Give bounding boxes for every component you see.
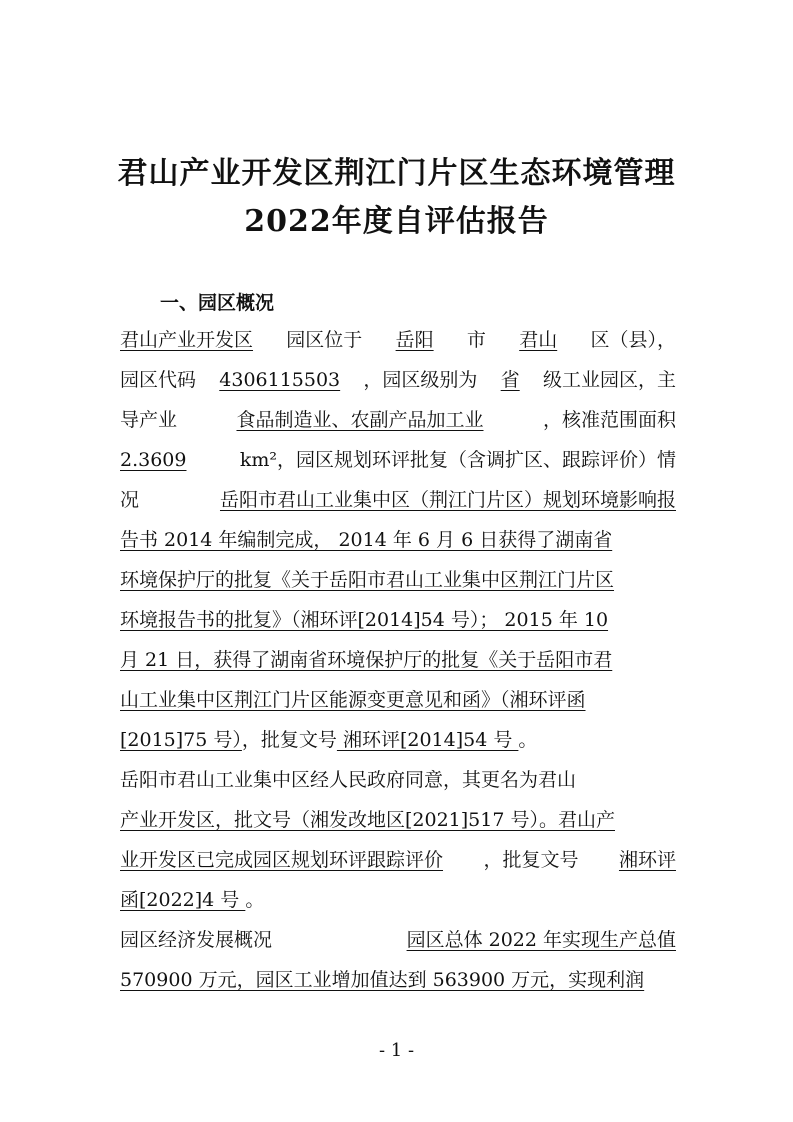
underlined-fill-in-text: 湘环评 — [618, 849, 676, 871]
text-segment: ，批复文号 — [241, 729, 337, 751]
underlined-fill-in-text: 湘环评[2014]54 号 — [336, 729, 519, 751]
text-segment: 园区位于 — [286, 329, 363, 351]
report-title-line-2: 2022年度自评估报告 — [244, 204, 549, 239]
underlined-fill-in-text: 环境保护厅的批复《关于岳阳市君山工业集中区荆江门片区 — [120, 569, 615, 591]
body-line — [120, 884, 676, 916]
report-title-line-1: 君山产业开发区荆江门片区生态环境管理 — [117, 156, 676, 191]
underlined-fill-in-text: 环境报告书的批复》（湘环评[2014]54 号）； 2015 年 10 — [120, 609, 609, 631]
underlined-fill-in-text: 4306115503 — [219, 369, 341, 391]
body-line — [120, 324, 676, 356]
body-line — [120, 844, 676, 876]
body-line — [120, 764, 676, 796]
body-line — [120, 644, 676, 676]
section-heading: 一、园区概况 — [160, 292, 275, 314]
text-segment: 导产业 — [120, 409, 178, 431]
underlined-fill-in-text: 君山 — [519, 329, 558, 351]
text-segment: ，核准范围面积 — [542, 409, 676, 431]
text-segment: ，园区级别为 — [363, 369, 478, 391]
underlined-fill-in-text: 业开发区已完成园区规划环评跟踪评价 — [120, 849, 444, 871]
body-line — [120, 684, 676, 716]
body-line — [120, 524, 676, 556]
underlined-fill-in-text: 月 21 日，获得了湖南省环境保护厅的批复《关于岳阳市君 — [120, 649, 613, 671]
text-segment: 园区经济发展概况 — [120, 929, 273, 951]
body-line — [120, 604, 676, 636]
body-line — [120, 964, 676, 996]
underlined-fill-in-text: 2.3609 — [120, 449, 187, 471]
body-line — [120, 484, 676, 516]
body-line — [120, 804, 676, 836]
body-line — [120, 444, 676, 476]
underlined-fill-in-text: 函[2022]4 号 — [120, 889, 246, 911]
text-segment: ，批复文号 — [483, 849, 579, 871]
underlined-fill-in-text: 山工业集中区荆江门片区能源变更意见和函》（湘环评函 — [120, 689, 586, 711]
underlined-fill-in-text: 食品制造业、农副产品加工业 — [236, 409, 484, 431]
text-segment: 。 — [245, 889, 265, 911]
body-line — [120, 924, 676, 956]
body-line — [120, 404, 676, 436]
underlined-fill-in-text: 君山产业开发区 — [120, 329, 254, 351]
underlined-fill-in-text: 园区总体 2022 年实现生产总值 — [406, 929, 676, 951]
underlined-fill-in-text: [2015]75 号） — [120, 729, 242, 751]
text-segment: 园区代码 — [120, 369, 197, 391]
body-line — [120, 564, 676, 596]
body-line — [120, 364, 676, 396]
underlined-fill-in-text: 产业开发区，批文号（湘发改地区[2021]517 号）。君山产 — [120, 809, 615, 831]
text-segment: 。 — [518, 729, 538, 751]
underlined-fill-in-text: 岳阳 — [395, 329, 434, 351]
underlined-fill-in-text: 省 — [500, 369, 520, 391]
text-segment: 岳阳市君山工业集中区经人民政府同意，其更名为君山 — [120, 769, 577, 791]
underlined-fill-in-text: 告书 2014 年编制完成， 2014 年 6 月 6 日获得了湖南省 — [120, 529, 613, 551]
text-segment: 况 — [120, 489, 140, 511]
text-segment: 级工业园区，主 — [542, 369, 676, 391]
text-segment: 市 — [466, 329, 486, 351]
text-segment: km²，园区规划环评批复（含调扩区、跟踪评价）情 — [239, 449, 676, 471]
underlined-fill-in-text: 570900 万元，园区工业增加值达到 563900 万元，实现利润 — [120, 969, 645, 991]
page-number: - 1 - — [378, 1040, 415, 1061]
underlined-fill-in-text: 岳阳市君山工业集中区（荆江门片区）规划环境影响报 — [219, 489, 676, 511]
body-line — [120, 724, 676, 756]
text-segment: 区（县）， — [590, 329, 676, 351]
